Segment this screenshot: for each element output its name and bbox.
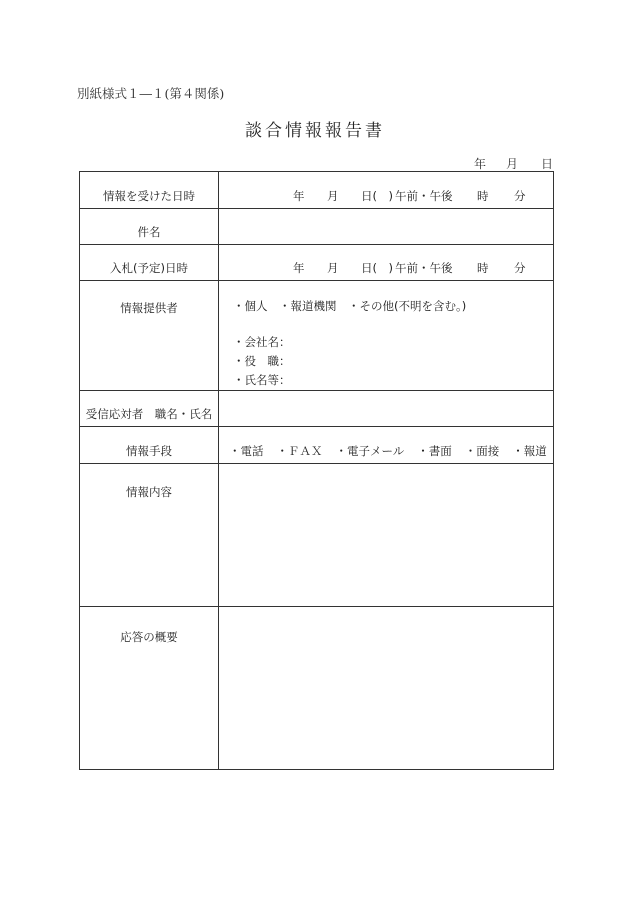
responder-row	[80, 391, 554, 427]
document-title: 談合情報報告書	[245, 121, 385, 141]
provider-row	[80, 281, 554, 391]
content-row	[80, 464, 554, 607]
means-field[interactable]	[219, 427, 554, 464]
dt-month: 月	[327, 261, 339, 275]
received-datetime-row	[80, 172, 554, 209]
provider-label	[80, 281, 219, 391]
response-field[interactable]	[219, 607, 554, 770]
bid-datetime-label: 入札(予定)日時	[80, 245, 219, 281]
received-datetime-field[interactable]	[219, 172, 554, 209]
provider-types[interactable]: ・個人 ・報道機関 ・その他(不明を含む。)	[233, 299, 467, 313]
subject-field[interactable]	[219, 209, 554, 245]
dt-year: 年	[293, 189, 305, 203]
means-option-fax[interactable]: ・ＦＡＸ	[276, 444, 323, 458]
response-row	[80, 607, 554, 770]
means-option-document[interactable]: ・書面	[417, 444, 452, 458]
report-date-month: 月	[506, 157, 519, 171]
dt-day: 日( )	[361, 189, 393, 203]
subject-label: 件名	[80, 209, 219, 245]
provider-company[interactable]: ・会社名：	[233, 335, 291, 349]
dt-minute: 分	[514, 261, 526, 275]
means-option-email[interactable]: ・電子メール	[335, 444, 405, 458]
bid-datetime-row	[80, 245, 554, 281]
content-field[interactable]	[219, 464, 554, 607]
dt-month: 月	[327, 189, 339, 203]
means-option-interview[interactable]: ・面接	[464, 444, 500, 458]
subject-row	[80, 209, 554, 245]
responder-field[interactable]	[219, 391, 554, 427]
responder-label: 受信応対者 職名・氏名	[80, 391, 219, 427]
received-datetime-label: 情報を受けた日時	[80, 172, 219, 209]
dt-year: 年	[293, 261, 305, 275]
means-option-phone[interactable]: ・電話	[229, 444, 264, 458]
report-date-day: 日	[541, 157, 554, 171]
dt-hour: 時	[477, 189, 489, 203]
means-option-media[interactable]: ・報道	[512, 444, 547, 458]
report-date-year: 年	[474, 157, 487, 171]
content-label	[80, 464, 219, 607]
dt-hour: 時	[477, 261, 489, 275]
dt-day: 日( )	[361, 261, 393, 275]
provider-name[interactable]: ・氏名等：	[233, 373, 291, 387]
means-row	[80, 427, 554, 464]
report-table	[79, 171, 554, 770]
provider-position[interactable]: ・役 職：	[233, 354, 291, 368]
response-label	[80, 607, 219, 770]
dt-minute: 分	[514, 189, 526, 203]
provider-field[interactable]	[219, 281, 554, 391]
report-date	[474, 155, 553, 172]
form-number: 別紙様式１―１(第４関係)	[77, 86, 225, 101]
response-label-text: 応答の概要	[120, 630, 178, 644]
dt-ampm: 午前・午後	[395, 189, 453, 203]
dt-ampm: 午前・午後	[395, 261, 453, 275]
content-label-text: 情報内容	[126, 485, 172, 499]
means-label: 情報手段	[80, 427, 219, 464]
provider-label-text: 情報提供者	[120, 301, 178, 315]
bid-datetime-field[interactable]	[219, 245, 554, 281]
